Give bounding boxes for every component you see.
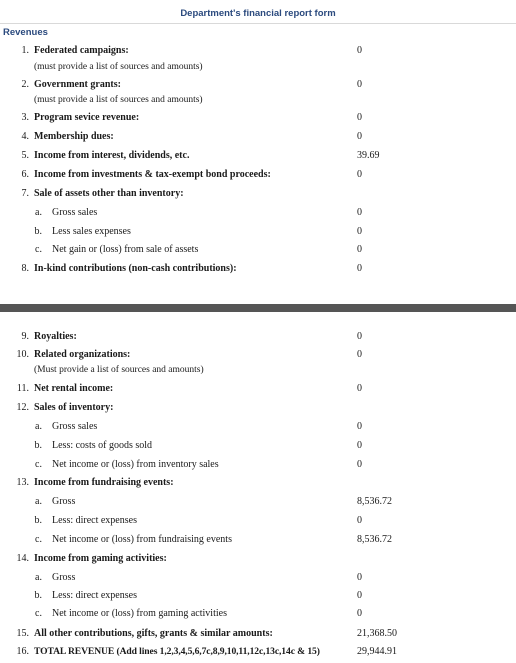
line-label: Income from investments & tax-exempt bond proceeds: — [34, 169, 271, 180]
line-number: 6. — [21, 169, 29, 180]
line-number: 16. — [16, 646, 29, 657]
line-letter: b. — [34, 226, 42, 237]
line-letter: c. — [35, 608, 42, 619]
line-value: 0 — [357, 207, 362, 218]
line-label: Net income or (loss) from fundraising events — [52, 534, 232, 545]
line-value: 0 — [357, 590, 362, 601]
line-label: Net income or (loss) from inventory sales — [52, 459, 219, 470]
line-note: (must provide a list of sources and amounts) — [34, 95, 203, 105]
line-value: 0 — [357, 572, 362, 583]
line-label: Federated campaigns: — [34, 45, 129, 56]
line-label: All other contributions, gifts, grants & similar amounts: — [34, 628, 273, 639]
line-label: Income from gaming activities: — [34, 553, 167, 564]
line-number: 1. — [21, 45, 29, 56]
section-label-revenues: Revenues — [3, 27, 48, 38]
line-label: Income from fundraising events: — [34, 477, 174, 488]
line-value: 0 — [357, 331, 362, 342]
line-number: 4. — [21, 131, 29, 142]
line-letter: b. — [34, 440, 42, 451]
line-letter: b. — [34, 590, 42, 601]
line-number: 8. — [21, 263, 29, 274]
line-value: 21,368.50 — [357, 628, 397, 639]
line-letter: a. — [35, 421, 42, 432]
line-label: Membership dues: — [34, 131, 114, 142]
line-number: 11. — [16, 383, 29, 394]
line-value: 0 — [357, 112, 362, 123]
line-letter: a. — [35, 572, 42, 583]
line-label: Less sales expenses — [52, 226, 131, 237]
line-letter: c. — [35, 459, 42, 470]
line-label: Net rental income: — [34, 383, 114, 394]
line-number: 9. — [21, 331, 29, 342]
line-label: Net gain or (loss) from sale of assets — [52, 244, 199, 255]
line-value: 0 — [357, 244, 362, 255]
form-title: Department's financial report form — [180, 8, 336, 19]
line-number: 14. — [16, 553, 29, 564]
line-note: (Must provide a list of sources and amounts) — [34, 365, 204, 375]
line-label: Program sevice revenue: — [34, 112, 140, 123]
line-value: 0 — [357, 79, 362, 90]
line-letter: c. — [35, 244, 42, 255]
line-value: 0 — [357, 383, 362, 394]
line-note: (must provide a list of sources and amounts) — [34, 62, 203, 72]
line-number: 5. — [21, 150, 29, 161]
line-value: 0 — [357, 226, 362, 237]
title-divider — [0, 23, 516, 24]
line-number: 10. — [16, 349, 29, 360]
line-number: 2. — [21, 79, 29, 90]
line-letter: c. — [35, 534, 42, 545]
line-value: 0 — [357, 169, 362, 180]
total-revenue-value: 29,944.91 — [357, 646, 397, 657]
line-label: Gross sales — [52, 421, 98, 432]
line-label: Less: direct expenses — [52, 590, 137, 601]
line-number: 3. — [21, 112, 29, 123]
line-label: In-kind contributions (non-cash contributions): — [34, 263, 237, 274]
total-revenue-label: TOTAL REVENUE (Add lines 1,2,3,4,5,6,7c,8,9,10,11,12c,13c,14c & 15) — [34, 646, 320, 657]
line-letter: a. — [35, 207, 42, 218]
line-value: 39.69 — [357, 150, 380, 161]
line-number: 12. — [16, 402, 29, 413]
line-label: Gross sales — [52, 207, 98, 218]
line-number: 13. — [16, 477, 29, 488]
line-number: 7. — [21, 188, 29, 199]
line-value: 0 — [357, 608, 362, 619]
line-value: 0 — [357, 131, 362, 142]
line-number: 15. — [16, 628, 29, 639]
line-label: Gross — [52, 496, 76, 507]
line-value: 0 — [357, 45, 362, 56]
line-label: Related organizations: — [34, 349, 131, 360]
line-label: Sale of assets other than inventory: — [34, 188, 184, 199]
line-label: Royalties: — [34, 331, 77, 342]
line-label: Net income or (loss) from gaming activities — [52, 608, 227, 619]
line-value: 0 — [357, 459, 362, 470]
line-label: Less: costs of goods sold — [52, 440, 152, 451]
line-letter: b. — [34, 515, 42, 526]
line-label: Income from interest, dividends, etc. — [34, 150, 190, 161]
line-label: Government grants: — [34, 79, 121, 90]
line-label: Less: direct expenses — [52, 515, 137, 526]
line-label: Gross — [52, 572, 76, 583]
line-letter: a. — [35, 496, 42, 507]
line-value: 0 — [357, 515, 362, 526]
line-value: 0 — [357, 349, 362, 360]
line-value: 0 — [357, 421, 362, 432]
line-label: Sales of inventory: — [34, 402, 114, 413]
section-divider — [0, 304, 516, 312]
line-value: 0 — [357, 263, 362, 274]
line-value: 8,536.72 — [357, 534, 392, 545]
line-value: 0 — [357, 440, 362, 451]
line-value: 8,536.72 — [357, 496, 392, 507]
